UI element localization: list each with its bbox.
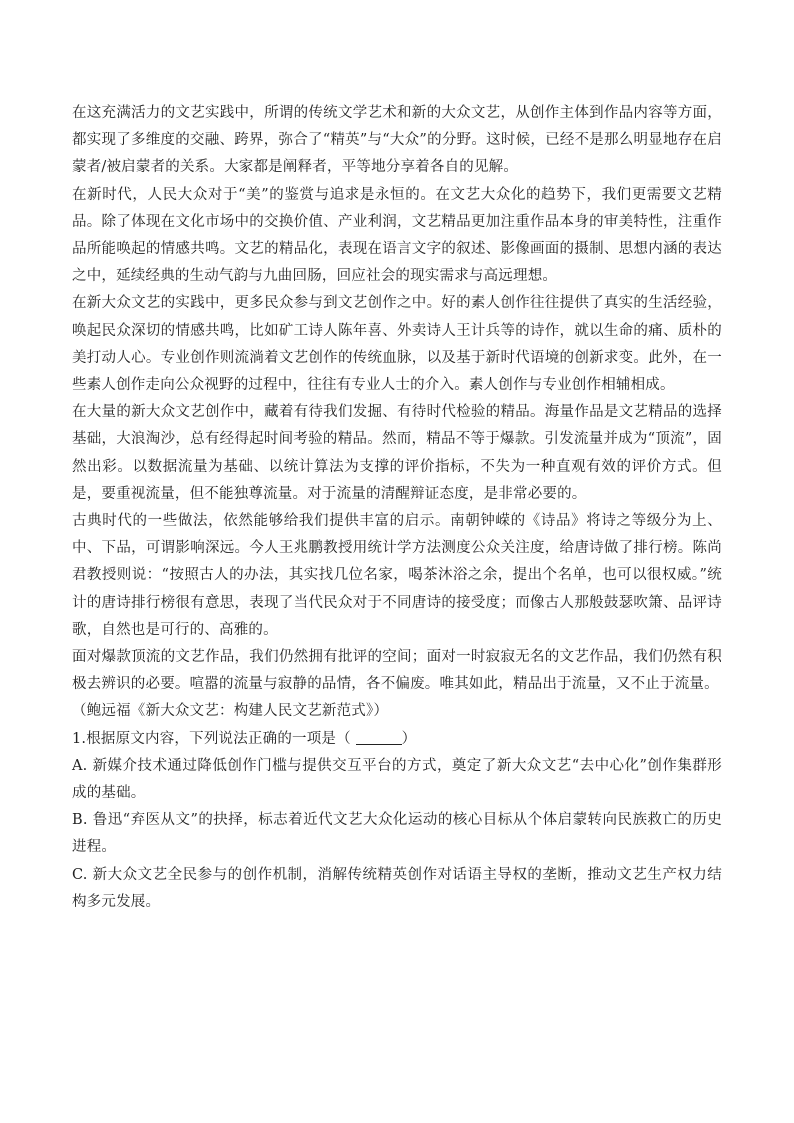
option-b[interactable]: B. 鲁迅“弃医从文”的抉择，标志着近代文艺大众化运动的核心目标从个体启蒙转向民族救亡的历史进程。: [72, 812, 722, 856]
paragraph-4: 在大量的新大众文艺创作中，藏着有待我们发掘、有待时代检验的精品。海量作品是文艺精品的选择基础，大浪淘沙，总有经得起时间考验的精品。然而，精品不等于爆款。引发流量并成为“顶流”，固然出彩。以数据流量为基础、以统计算法为支撑的评价指标，不失为一种直观有效的评价方式。但是，要重视流量，但不能独尊流量。对于流量的清醒辩证态度，是非常必要的。: [72, 404, 722, 502]
option-a[interactable]: A. 新媒介技术通过降低创作门槛与提供交互平台的方式，奠定了新大众文艺“去中心化”创作集群形成的基础。: [72, 757, 722, 802]
document-page: [72, 100, 722, 916]
paragraph-5: 古典时代的一些做法，依然能够给我们提供丰富的启示。南朝钟嵘的《诗品》将诗之等级分为上、中、下品，可谓影响深远。今人王兆鹏教授用统计学方法测度公众关注度，给唐诗做了排行榜。陈尚君教授则说：“按照古人的办法，其实找几位名家，喝茶沐浴之余，提出个名单，也可以很权威。”统计的唐诗排行榜很有意思，表现了当代民众对于不同唐诗的接受度；而像古人那般鼓瑟吹箫、品评诗歌，自然也是可行的、高雅的。: [72, 513, 722, 638]
answer-blank[interactable]: [356, 728, 402, 745]
question-stem-close: ）: [401, 730, 417, 747]
question-stem-text: 1.根据原文内容，下列说法正确的一项是（: [72, 730, 356, 747]
paragraph-1: 在这充满活力的文艺实践中，所谓的传统文学艺术和新的大众文艺，从创作主体到作品内容等方面，都实现了多维度的交融、跨界，弥合了“精英”与“大众”的分野。这时候，已经不是那么明显地存在启蒙者/被启蒙者的关系。大家都是阐释者，平等地分享着各自的见解。: [72, 105, 722, 176]
source-citation: （鲍远福《新大众文艺：构建人民文艺新范式》）: [72, 703, 389, 720]
paragraph-2: 在新时代，人民大众对于“美”的鉴赏与追求是永恒的。在文艺大众化的趋势下，我们更需要文艺精品。除了体现在文化市场中的交换价值、产业利润，文艺精品更加注重作品本身的审美特性，注重作品所能唤起的情感共鸣。文艺的精品化，表现在语言文字的叙述、影像画面的摄制、思想内涵的表达之中，延续经典的生动气韵与九曲回肠，回应社会的现实需求与高远理想。: [72, 186, 722, 285]
option-c[interactable]: C. 新大众文艺全民参与的创作机制，消解传统精英创作对话语主导权的垄断，推动文艺生产权力结构多元发展。: [72, 866, 722, 910]
paragraph-3: 在新大众文艺的实践中，更多民众参与到文艺创作之中。好的素人创作往往提供了真实的生活经验，唤起民众深切的情感共鸣，比如矿工诗人陈年喜、外卖诗人王计兵等的诗作，就以生命的痛、质朴的美打动人心。专业创作则流淌着文艺创作的传统血脉，以及基于新时代语境的创新求变。此外，在一些素人创作走向公众视野的过程中，往往有专业人士的介入。素人创作与专业创作相辅相成。: [72, 295, 722, 394]
paragraph-6: 面对爆款顶流的文艺作品，我们仍然拥有批评的空间；面对一时寂寂无名的文艺作品，我们仍然有积极去辨识的必要。喧嚣的流量与寂静的品情，各不偏废。唯其如此，精品出于流量，又不止于流量。: [72, 649, 722, 693]
question-stem: [72, 726, 722, 753]
